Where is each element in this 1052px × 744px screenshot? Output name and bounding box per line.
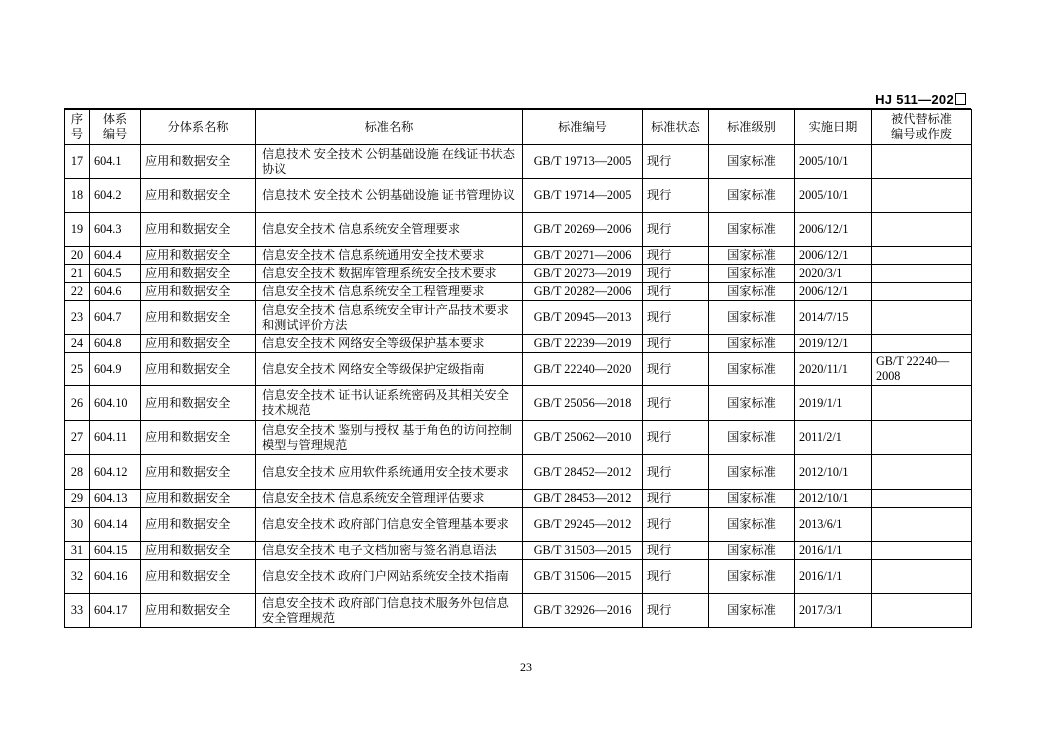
row-system-code: 604.15 [90, 542, 141, 560]
row-standard-code: GB/T 20271—2006 [523, 247, 643, 265]
row-date: 2016/1/1 [795, 542, 872, 560]
row-standard-code: GB/T 28452—2012 [523, 455, 643, 490]
row-status: 现行 [643, 594, 709, 628]
row-subsystem: 应用和数据安全 [141, 335, 256, 353]
table-row [65, 179, 972, 213]
row-subsystem: 应用和数据安全 [141, 145, 256, 179]
row-standard-name: 信息技术 安全技术 公钥基础设施 证书管理协议 [256, 179, 523, 213]
row-seq: 18 [65, 179, 90, 213]
row-system-code: 604.10 [90, 386, 141, 421]
row-status: 现行 [643, 213, 709, 247]
col-header-level: 标准级别 [709, 110, 795, 145]
row-level: 国家标准 [709, 213, 795, 247]
row-system-code: 604.9 [90, 353, 141, 386]
table-row [65, 508, 972, 542]
row-standard-code: GB/T 32926—2016 [523, 594, 643, 628]
row-seq: 32 [65, 560, 90, 594]
row-replaced [872, 265, 972, 283]
table-row [65, 247, 972, 265]
row-seq: 19 [65, 213, 90, 247]
row-system-code: 604.13 [90, 490, 141, 508]
row-standard-name: 信息安全技术 数据库管理系统安全技术要求 [256, 265, 523, 283]
row-seq: 22 [65, 283, 90, 301]
page-number: 23 [520, 660, 532, 674]
row-system-code: 604.17 [90, 594, 141, 628]
row-standard-name: 信息安全技术 信息系统安全审计产品技术要求和测试评价方法 [256, 301, 523, 335]
row-date: 2017/3/1 [795, 594, 872, 628]
col-header-replaced: 被代替标准 编号或作废 [872, 110, 972, 145]
row-date: 2020/3/1 [795, 265, 872, 283]
row-date: 2005/10/1 [795, 179, 872, 213]
row-level: 国家标准 [709, 265, 795, 283]
row-system-code: 604.1 [90, 145, 141, 179]
col-header-seq: 序 号 [65, 110, 90, 145]
row-level: 国家标准 [709, 335, 795, 353]
row-standard-name: 信息安全技术 信息系统安全工程管理要求 [256, 283, 523, 301]
table-row [65, 213, 972, 247]
row-date: 2011/2/1 [795, 421, 872, 455]
row-replaced [872, 508, 972, 542]
row-standard-name: 信息安全技术 信息系统安全管理要求 [256, 213, 523, 247]
row-level: 国家标准 [709, 421, 795, 455]
col-header-system-code: 体系 编号 [90, 110, 141, 145]
row-replaced [872, 335, 972, 353]
row-subsystem: 应用和数据安全 [141, 455, 256, 490]
table-row [65, 421, 972, 455]
row-standard-code: GB/T 20282—2006 [523, 283, 643, 301]
row-standard-code: GB/T 29245—2012 [523, 508, 643, 542]
row-seq: 21 [65, 265, 90, 283]
row-replaced [872, 301, 972, 335]
row-level: 国家标准 [709, 508, 795, 542]
row-seq: 33 [65, 594, 90, 628]
row-system-code: 604.16 [90, 560, 141, 594]
row-subsystem: 应用和数据安全 [141, 247, 256, 265]
row-standard-code: GB/T 20273—2019 [523, 265, 643, 283]
row-standard-code: GB/T 28453—2012 [523, 490, 643, 508]
row-status: 现行 [643, 508, 709, 542]
row-status: 现行 [643, 490, 709, 508]
row-replaced [872, 490, 972, 508]
row-replaced [872, 283, 972, 301]
row-replaced [872, 386, 972, 421]
row-date: 2012/10/1 [795, 455, 872, 490]
row-date: 2012/10/1 [795, 490, 872, 508]
row-standard-code: GB/T 19714—2005 [523, 179, 643, 213]
row-standard-code: GB/T 31503—2015 [523, 542, 643, 560]
col-header-status: 标准状态 [643, 110, 709, 145]
row-standard-name: 信息安全技术 网络安全等级保护基本要求 [256, 335, 523, 353]
row-standard-name: 信息安全技术 证书认证系统密码及其相关安全技术规范 [256, 386, 523, 421]
row-status: 现行 [643, 353, 709, 386]
document-code: HJ 511—202 [875, 92, 966, 107]
row-system-code: 604.5 [90, 265, 141, 283]
row-standard-name: 信息安全技术 应用软件系统通用安全技术要求 [256, 455, 523, 490]
row-system-code: 604.8 [90, 335, 141, 353]
row-status: 现行 [643, 145, 709, 179]
row-standard-name: 信息安全技术 政府门户网站系统安全技术指南 [256, 560, 523, 594]
row-status: 现行 [643, 283, 709, 301]
row-standard-code: GB/T 22240—2020 [523, 353, 643, 386]
row-system-code: 604.4 [90, 247, 141, 265]
row-standard-code: GB/T 31506—2015 [523, 560, 643, 594]
row-level: 国家标准 [709, 301, 795, 335]
row-seq: 17 [65, 145, 90, 179]
row-seq: 29 [65, 490, 90, 508]
row-replaced [872, 213, 972, 247]
row-status: 现行 [643, 542, 709, 560]
row-date: 2019/12/1 [795, 335, 872, 353]
row-standard-name: 信息安全技术 鉴别与授权 基于角色的访问控制模型与管理规范 [256, 421, 523, 455]
row-date: 2005/10/1 [795, 145, 872, 179]
row-subsystem: 应用和数据安全 [141, 265, 256, 283]
row-standard-name: 信息安全技术 政府部门信息技术服务外包信息安全管理规范 [256, 594, 523, 628]
col-header-subsystem: 分体系名称 [141, 110, 256, 145]
row-subsystem: 应用和数据安全 [141, 490, 256, 508]
placeholder-box-icon [955, 93, 966, 105]
table-row [65, 145, 972, 179]
row-replaced [872, 542, 972, 560]
row-level: 国家标准 [709, 247, 795, 265]
col-header-standard-code: 标准编号 [523, 110, 643, 145]
row-level: 国家标准 [709, 353, 795, 386]
row-date: 2016/1/1 [795, 560, 872, 594]
row-level: 国家标准 [709, 594, 795, 628]
row-status: 现行 [643, 335, 709, 353]
row-seq: 27 [65, 421, 90, 455]
row-system-code: 604.2 [90, 179, 141, 213]
row-subsystem: 应用和数据安全 [141, 353, 256, 386]
row-date: 2020/11/1 [795, 353, 872, 386]
row-subsystem: 应用和数据安全 [141, 283, 256, 301]
row-status: 现行 [643, 421, 709, 455]
row-status: 现行 [643, 301, 709, 335]
row-level: 国家标准 [709, 283, 795, 301]
row-standard-name: 信息技术 安全技术 公钥基础设施 在线证书状态协议 [256, 145, 523, 179]
row-status: 现行 [643, 455, 709, 490]
row-status: 现行 [643, 247, 709, 265]
row-standard-code: GB/T 20269—2006 [523, 213, 643, 247]
row-replaced [872, 179, 972, 213]
standards-table [64, 109, 972, 628]
row-seq: 30 [65, 508, 90, 542]
row-standard-code: GB/T 22239—2019 [523, 335, 643, 353]
row-seq: 28 [65, 455, 90, 490]
row-standard-code: GB/T 25056—2018 [523, 386, 643, 421]
row-standard-code: GB/T 20945—2013 [523, 301, 643, 335]
row-replaced [872, 560, 972, 594]
row-level: 国家标准 [709, 179, 795, 213]
row-status: 现行 [643, 179, 709, 213]
row-level: 国家标准 [709, 560, 795, 594]
row-replaced: GB/T 22240—2008 [872, 353, 972, 386]
row-seq: 24 [65, 335, 90, 353]
row-level: 国家标准 [709, 490, 795, 508]
row-date: 2006/12/1 [795, 247, 872, 265]
row-status: 现行 [643, 386, 709, 421]
row-status: 现行 [643, 265, 709, 283]
col-header-standard-name: 标准名称 [256, 110, 523, 145]
table-row [65, 353, 972, 386]
row-subsystem: 应用和数据安全 [141, 508, 256, 542]
row-replaced [872, 145, 972, 179]
row-status: 现行 [643, 560, 709, 594]
row-replaced [872, 247, 972, 265]
row-system-code: 604.7 [90, 301, 141, 335]
row-date: 2013/6/1 [795, 508, 872, 542]
table-row [65, 594, 972, 628]
table-row [65, 490, 972, 508]
row-subsystem: 应用和数据安全 [141, 542, 256, 560]
row-seq: 20 [65, 247, 90, 265]
col-header-date: 实施日期 [795, 110, 872, 145]
row-system-code: 604.3 [90, 213, 141, 247]
table-row [65, 301, 972, 335]
row-date: 2006/12/1 [795, 283, 872, 301]
table-row [65, 265, 972, 283]
row-system-code: 604.11 [90, 421, 141, 455]
table-row [65, 542, 972, 560]
row-subsystem: 应用和数据安全 [141, 179, 256, 213]
row-replaced [872, 421, 972, 455]
row-subsystem: 应用和数据安全 [141, 594, 256, 628]
row-date: 2019/1/1 [795, 386, 872, 421]
table-row [65, 560, 972, 594]
row-subsystem: 应用和数据安全 [141, 213, 256, 247]
row-date: 2006/12/1 [795, 213, 872, 247]
row-standard-name: 信息安全技术 信息系统通用安全技术要求 [256, 247, 523, 265]
row-date: 2014/7/15 [795, 301, 872, 335]
row-standard-name: 信息安全技术 信息系统安全管理评估要求 [256, 490, 523, 508]
row-seq: 25 [65, 353, 90, 386]
row-standard-name: 信息安全技术 政府部门信息安全管理基本要求 [256, 508, 523, 542]
row-seq: 26 [65, 386, 90, 421]
row-standard-name: 信息安全技术 网络安全等级保护定级指南 [256, 353, 523, 386]
row-system-code: 604.6 [90, 283, 141, 301]
row-level: 国家标准 [709, 145, 795, 179]
table-row [65, 386, 972, 421]
row-replaced [872, 594, 972, 628]
row-subsystem: 应用和数据安全 [141, 421, 256, 455]
table-row [65, 283, 972, 301]
row-system-code: 604.12 [90, 455, 141, 490]
table-row [65, 455, 972, 490]
row-standard-name: 信息安全技术 电子文档加密与签名消息语法 [256, 542, 523, 560]
row-replaced [872, 455, 972, 490]
row-subsystem: 应用和数据安全 [141, 560, 256, 594]
row-subsystem: 应用和数据安全 [141, 301, 256, 335]
row-level: 国家标准 [709, 386, 795, 421]
row-seq: 23 [65, 301, 90, 335]
row-standard-code: GB/T 19713—2005 [523, 145, 643, 179]
row-subsystem: 应用和数据安全 [141, 386, 256, 421]
row-system-code: 604.14 [90, 508, 141, 542]
row-seq: 31 [65, 542, 90, 560]
table-header-row [65, 110, 972, 145]
table-row [65, 335, 972, 353]
row-level: 国家标准 [709, 455, 795, 490]
row-standard-code: GB/T 25062—2010 [523, 421, 643, 455]
row-level: 国家标准 [709, 542, 795, 560]
